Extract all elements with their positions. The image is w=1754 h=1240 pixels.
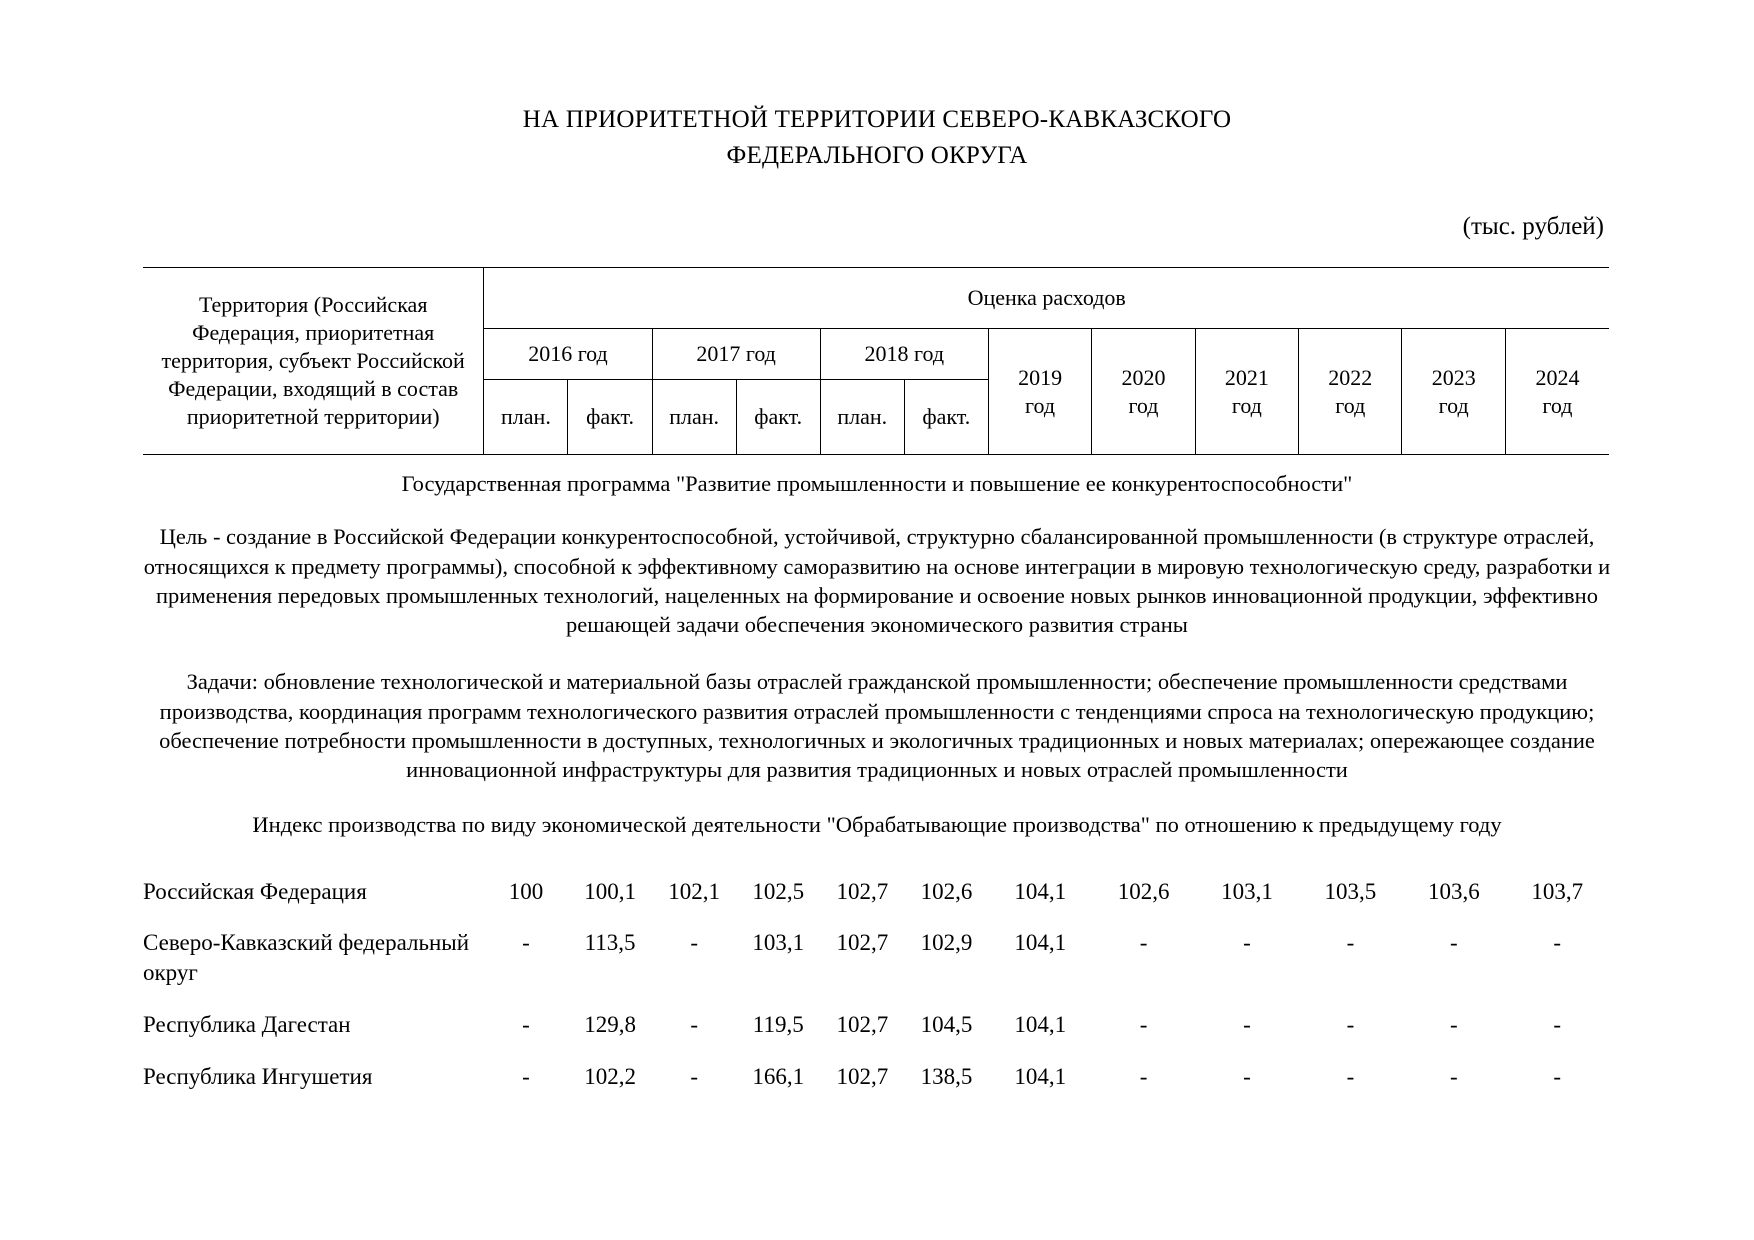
header-year-2019-number: 2019: [1018, 364, 1063, 390]
cell-3-4: 102,7: [836, 1064, 889, 1090]
cell-0-4: 102,7: [836, 878, 889, 904]
row-label-russian-federation: Российская Федерация: [143, 878, 367, 904]
cell-2-9: -: [1346, 1012, 1355, 1038]
page-title: [0, 0, 1754, 173]
header-year-2020: [1092, 329, 1195, 455]
header-year-2016: 2016 год: [484, 329, 652, 380]
cell-1-11: -: [1553, 930, 1562, 956]
cell-2-7: -: [1139, 1012, 1148, 1038]
cell-0-7: 102,6: [1117, 878, 1170, 904]
cell-2-8: -: [1243, 1012, 1251, 1038]
header-2018-plan: план.: [820, 380, 904, 455]
cell-3-11: -: [1553, 1064, 1562, 1090]
header-year-2024-number: 2024: [1535, 364, 1580, 390]
cell-1-5: 102,9: [920, 930, 973, 956]
header-year-2017: 2017 год: [652, 329, 820, 380]
header-year-2023: [1402, 329, 1505, 455]
data-table: [143, 866, 1609, 1103]
header-2017-plan: план.: [652, 380, 736, 455]
cell-2-0: -: [522, 1012, 530, 1038]
header-year-2024: [1505, 329, 1609, 455]
cell-2-2: -: [690, 1012, 698, 1038]
row-label-north-caucasus-district: Северо-Кавказский федеральный округ: [143, 930, 470, 986]
cell-3-0: -: [522, 1064, 530, 1090]
cell-0-5: 102,6: [920, 878, 973, 904]
row-label-dagestan: Республика Дагестан: [143, 1012, 351, 1038]
cell-3-9: -: [1346, 1064, 1355, 1090]
expenditure-table: [0, 267, 1754, 455]
cell-3-7: -: [1139, 1064, 1148, 1090]
cell-1-0: -: [522, 930, 530, 956]
table-header-row-group: [143, 268, 1609, 329]
header-year-2018: 2018 год: [820, 329, 988, 380]
row-label-ingushetia: Республика Ингушетия: [143, 1064, 373, 1090]
table-row: [143, 1051, 1609, 1103]
header-territory-column: Территория (Российская Федерация, приоритетная территория, субъект Российской Федерации, входящий в состав приоритетной территории): [143, 268, 484, 455]
data-rows: [0, 866, 1754, 1103]
cell-1-7: -: [1139, 930, 1148, 956]
header-year-2021-word: год: [1231, 392, 1262, 418]
cell-0-3: 102,5: [752, 878, 805, 904]
units-label: (тыс. рублей): [1462, 213, 1604, 240]
cell-3-10: -: [1449, 1064, 1458, 1090]
cell-0-10: 103,6: [1427, 878, 1480, 904]
cell-0-8: 103,1: [1221, 878, 1273, 904]
header-year-2020-word: год: [1128, 392, 1159, 418]
header-spending-group: Оценка расходов: [484, 268, 1609, 329]
cell-1-4: 102,7: [836, 930, 889, 956]
cell-0-0: 100: [508, 878, 544, 904]
table-row: [143, 999, 1609, 1051]
cell-3-8: -: [1243, 1064, 1251, 1090]
page-title-line-2: ФЕДЕРАЛЬНОГО ОКРУГА: [726, 141, 1028, 169]
cell-3-3: 166,1: [752, 1064, 805, 1090]
cell-0-11: 103,7: [1531, 878, 1584, 904]
program-indicator: Индекс производства по виду экономической деятельности "Обрабатывающие производства" по отношению к предыдущему году: [252, 812, 1502, 838]
cell-3-5: 138,5: [920, 1064, 973, 1090]
cell-2-4: 102,7: [836, 1012, 889, 1038]
header-year-2020-number: 2020: [1121, 364, 1166, 390]
header-year-2023-number: 2023: [1431, 364, 1476, 390]
table-row: [143, 866, 1609, 918]
header-year-2021: [1195, 329, 1298, 455]
cell-0-2: 102,1: [668, 878, 721, 904]
cell-2-1: 129,8: [584, 1012, 636, 1038]
cell-2-5: 104,5: [920, 1012, 973, 1038]
page-title-line-1: НА ПРИОРИТЕТНОЙ ТЕРРИТОРИИ СЕВЕРО-КАВКАЗСКОГО: [522, 106, 1232, 133]
header-year-2024-word: год: [1542, 392, 1573, 418]
cell-3-6: 104,1: [1014, 1064, 1067, 1090]
cell-1-10: -: [1449, 930, 1458, 956]
cell-2-3: 119,5: [752, 1012, 804, 1038]
cell-1-9: -: [1346, 930, 1355, 956]
cell-1-8: -: [1243, 930, 1251, 956]
cell-0-1: 100,1: [584, 878, 636, 904]
program-tasks: Задачи: обновление технологической и материальной базы отраслей гражданской промышленности; обеспечение промышленности средствами производства, координация программ технологического развития отраслей промышленности с тенденциями спроса на технологическую продукцию; обеспечение потребности промышленности в доступных, технологичных и экологичных традиционных и новых материалах; опережающее создание инновационной инфраструктуры для развития традиционных и новых отраслей промышленности: [159, 669, 1595, 782]
header-year-2022-word: год: [1335, 392, 1366, 418]
header-2016-fakt: факт.: [568, 380, 652, 455]
table-header-grid: [143, 267, 1609, 455]
cell-1-6: 104,1: [1014, 930, 1067, 956]
cell-2-11: -: [1553, 1012, 1562, 1038]
cell-0-6: 104,1: [1014, 878, 1067, 904]
table-row: [143, 917, 1609, 999]
header-year-2023-word: год: [1438, 392, 1469, 418]
cell-2-6: 104,1: [1014, 1012, 1067, 1038]
header-2018-fakt: факт.: [904, 380, 988, 455]
cell-2-10: -: [1449, 1012, 1458, 1038]
cell-1-3: 103,1: [752, 930, 805, 956]
program-goal: Цель - создание в Российской Федерации конкурентоспособной, устойчивой, структурно сбалансированной промышленности (в структуре отраслей, относящихся к предмету программы), способной к эффективному саморазвитию на основе интеграции в мировую технологическую среду, разработки и применения передовых промышленных технологий, нацеленных на формирование и освоение новых рынков инновационной продукции, эффективно решающей задачи обеспечения экономического развития страны: [143, 524, 1611, 637]
cell-0-9: 103,5: [1324, 878, 1377, 904]
program-name: Государственная программа "Развитие промышленности и повышение ее конкурентоспособности": [401, 471, 1353, 496]
cell-3-2: -: [690, 1064, 698, 1090]
header-year-2022-number: 2022: [1328, 364, 1373, 390]
cell-3-1: 102,2: [584, 1064, 636, 1090]
header-year-2019-word: год: [1025, 392, 1056, 418]
cell-1-2: -: [690, 930, 698, 956]
header-year-2022: [1299, 329, 1402, 455]
header-2017-fakt: факт.: [736, 380, 820, 455]
header-2016-plan: план.: [484, 380, 568, 455]
header-year-2019: [988, 329, 1091, 455]
header-year-2021-number: 2021: [1224, 364, 1269, 390]
cell-1-1: 113,5: [584, 930, 636, 956]
